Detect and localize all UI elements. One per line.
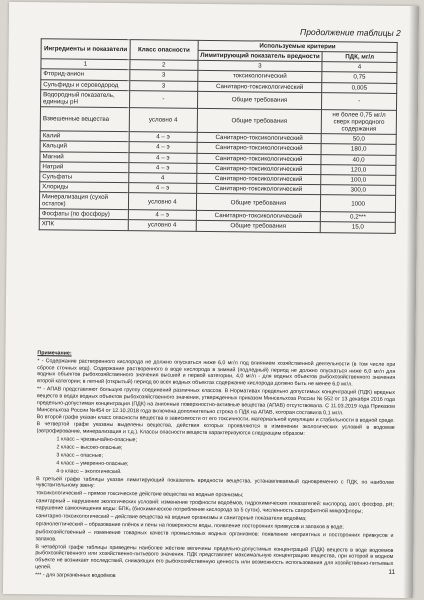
- pdk-cell: 120,0: [321, 164, 396, 175]
- limiting-indicator-cell: Общие требования: [197, 91, 322, 110]
- hazard-class-cell: 4 – э: [129, 162, 197, 173]
- note-paragraph: * - Содержание растворенного кислорода не должно опускаться ниже 6,0 мг/л под влиянием хозяйственной деятельности (в том числе при сбросе сточных вод). Содержание растворенного в воде кислорода в зимний (подледный) период не должно опускаться ниже 6,0 мг/л для водных объектов рыбохозяйственного значения высшей и первой категории, 4,0 мг/л - для водных объектов рыбохозяйственного значения второй категории; в летний (открытый) период во всех водных объектах содержание кислорода должно быть не менее 6,0 мг/л.: [37, 358, 396, 388]
- limiting-indicator-cell: Санитарно-токсикологический: [197, 81, 322, 92]
- limiting-indicator-cell: Общие требования: [197, 108, 322, 134]
- column-number: 3: [198, 61, 323, 72]
- hazard-class-cell: 4 – э: [129, 142, 197, 153]
- pdk-cell: не более 0,75 мг/л сверх природного содержания: [321, 110, 396, 135]
- ingredient-cell: ХПК: [39, 219, 128, 230]
- note-paragraph: санитарно-токсикологический – действие вещества на водные организмы и санитарные показатели водоёма;: [35, 513, 307, 523]
- limiting-indicator-cell: Санитарно-токсикологический: [197, 153, 322, 164]
- hazard-class-cell: условно 4: [129, 108, 197, 133]
- note-paragraph: 4-э класс – экологический.: [56, 468, 122, 475]
- ingredient-cell: Фосфаты (по фосфору): [39, 209, 128, 220]
- note-paragraph: ** - АПАВ представляют большую группу соединений различных классов. В Нормативах предельно допустимых концентраций (ПДК) вредных веществ в водах водных объектов рыбохозяйственного значения, утвержденных приказом Минсельхоза России № 552 от 13 декабря 2016 года предельно-допустимая концентрация (ПДК) на анионные поверхностно-активные вещества (АПАВ) отсутствовала. С 11.03.2019 года Приказом Минсельхоза России №454 от 12.10.2018 года включена дополнительно строка о ПДК на АПАВ, которая составила 0,1 мг/л.: [36, 386, 396, 416]
- pdk-cell: 40,0: [321, 154, 396, 165]
- note-paragraph: санитарный – нарушение экологических условий: изменение трофности водоёмов, гидрохимических показателей: кислород, азот, фосфор, pH; нарушение самоочищения воды: БПК₅ (биохимическое потребление кислорода за 5 суток), численность сапрофитной микрофлоры;: [35, 498, 394, 515]
- hazard-class-cell: 3: [130, 70, 198, 81]
- pdk-cell: 180,0: [321, 144, 396, 155]
- limiting-indicator-cell: Санитарно-токсикологический: [196, 173, 321, 184]
- page-shadow-edge: [403, 6, 419, 598]
- header-ingredients: Ингредиенты и показатели: [41, 39, 130, 60]
- column-number: 1: [41, 59, 130, 70]
- ingredient-cell: Сульфаты: [40, 171, 129, 182]
- header-limiting-indicator: Лимитирующий показатель вредности: [198, 50, 323, 61]
- note-paragraph: В четвёртой графе таблицы приведены наиболее жёсткие величины предельно-допустимых концентраций (ПДК) веществ в воде водоемов рыбохозяйственного или хозяйственно-питьевого значения. ПДК представляет максимальную концентрацию вещества, при которой в водном объекте не возникает последствий, снижающих его рыбохозяйственную ценность или возможность использования для хозяйственно-питьевых целей.: [35, 543, 394, 571]
- limiting-indicator-cell: Санитарно-токсикологический: [196, 163, 321, 174]
- pdk-cell: -: [322, 92, 397, 110]
- note-paragraph: токсикологический – прямое токсическое действие вещества на водные организмы;: [35, 490, 244, 499]
- notes-section: [35, 350, 395, 584]
- note-paragraph: органолептический – образование плёнок и пены на поверхности воды, появление посторонних привкусов и запахов в воде;: [35, 521, 344, 531]
- ingredient-cell: Минерализация (сухой остаток): [39, 192, 128, 210]
- note-paragraph: В третьей графе таблицы указан лимитирующий показатель вредности вещества, устанавливаемый одновременно с ПДК, по наиболее чувствительному звену:: [36, 475, 395, 490]
- hazard-class-cell: -: [130, 90, 198, 108]
- ingredient-cell: Сульфиды и сероводород: [41, 79, 130, 90]
- hazard-class-cell: условно 4: [128, 220, 196, 231]
- ingredient-cell: Фторид-анион: [41, 69, 130, 80]
- header-pdk: ПДК, мг/л: [322, 52, 397, 63]
- hazard-class-cell: 4 – э: [129, 183, 197, 194]
- ingredient-cell: Водородный показатель, единицы pH: [41, 89, 130, 107]
- pdk-cell: 300,0: [321, 185, 396, 196]
- table-row: [40, 107, 396, 135]
- limiting-indicator-cell: токсикологический: [197, 71, 322, 82]
- ingredient-cell: Кальций: [40, 141, 129, 152]
- column-number: 2: [130, 60, 198, 71]
- hazard-class-cell: условно 4: [128, 193, 196, 211]
- note-paragraph: 1 класс – чрезвычайно-опасные;: [56, 436, 138, 444]
- pdk-cell: 100,0: [321, 174, 396, 185]
- hazard-class-cell: 3: [130, 80, 198, 91]
- note-paragraph: *** - для загрязнённых водоёмов: [35, 572, 116, 579]
- note-paragraph: рыбохозяйственный – изменение товарных качеств промысловых водных организмов: появление неприятных и посторонних привкусов и запахов.: [35, 529, 394, 543]
- criteria-table: [39, 38, 398, 233]
- pdk-cell: 50,0: [321, 134, 396, 145]
- hazard-class-cell: 4 – э: [128, 210, 196, 221]
- note-paragraph: 2 класс – высоко-опасные;: [56, 444, 123, 451]
- limiting-indicator-cell: Общие требования: [196, 221, 321, 232]
- note-paragraph: Во второй графе указан класс опасности вещества в зависимости от его токсичности, материальной кумуляции и стабильности в водной среде. В четвертой графе указаны выделены вещества, действия которых проявляются в изменении экологических условий в водоеме (эвтрофирование, минерализация и т.д.). Классы опасности веществ характеризуются следующим образом:: [36, 414, 395, 437]
- pdk-cell: 0,005: [322, 82, 397, 93]
- ingredient-cell: Калий: [40, 131, 129, 142]
- limiting-indicator-cell: Санитарно-токсикологический: [197, 133, 322, 144]
- limiting-indicator-cell: Санитарно-токсикологический: [196, 183, 321, 194]
- limiting-indicator-cell: Общие требования: [196, 193, 321, 212]
- note-paragraph: 4 класс – умеренно-опасные;: [56, 460, 129, 467]
- hazard-class-cell: 4 – э: [129, 132, 197, 143]
- header-hazard-class: Класс опасности: [130, 40, 198, 61]
- document-page: [3, 2, 419, 598]
- column-number: 4: [322, 62, 397, 73]
- limiting-indicator-cell: Санитарно-токсикологический: [196, 211, 321, 222]
- notes-title: Примечание:: [37, 350, 72, 357]
- running-head: Продолжение таблицы 2: [300, 26, 401, 38]
- ingredient-cell: Взвешенные вещества: [40, 107, 129, 132]
- pdk-cell: 1000: [321, 195, 396, 213]
- ingredient-cell: Хлориды: [40, 182, 129, 193]
- pdk-cell: 0,75: [322, 72, 397, 83]
- page-number: 11: [388, 568, 396, 576]
- pdk-cell: 15,0: [320, 222, 395, 233]
- limiting-indicator-cell: Санитарно-токсикологический: [197, 143, 322, 154]
- header-criteria-group: Используемые критерии: [198, 40, 397, 52]
- ingredient-cell: Магний: [40, 151, 129, 162]
- hazard-class-cell: 4: [129, 172, 197, 183]
- pdk-cell: 0,2***: [321, 212, 396, 223]
- hazard-class-cell: 4 – э: [129, 152, 197, 163]
- note-paragraph: 3 класс – опасные;: [56, 452, 103, 459]
- ingredient-cell: Натрий: [40, 161, 129, 172]
